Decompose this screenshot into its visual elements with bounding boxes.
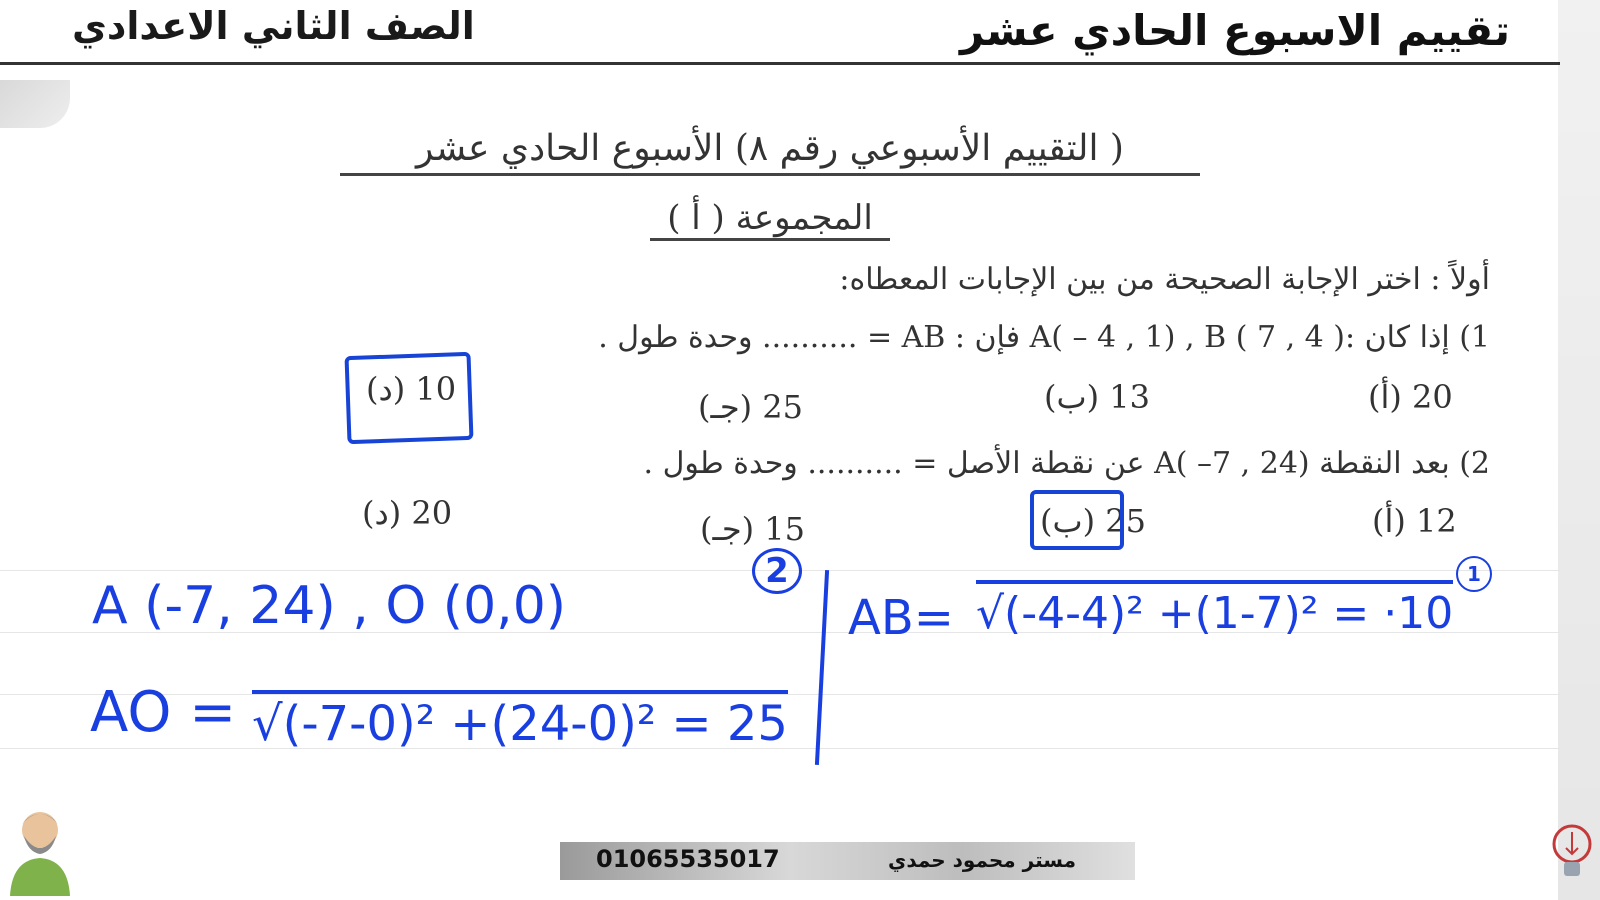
exam-title: ( التقييم الأسبوعي رقم ٨) الأسبوع الحادي عشر (340, 128, 1200, 176)
header-week-title: تقييم الاسبوع الحادي عشر (959, 6, 1510, 55)
q1-handwritten-solution: √(-4-4)² +(1-7)² = ·10 (976, 580, 1453, 639)
teacher-avatar-icon (0, 800, 80, 896)
q1-option-b: 13 (ب) (1044, 378, 1150, 416)
q2-option-c: 15 (جـ) (700, 510, 806, 548)
question-1-text: 1) إذا كان :( 4 , 7 ) A( – 4 , 1) , B فإن : AB = .......... وحدة طول . (598, 320, 1490, 355)
lightbulb-icon (1544, 818, 1600, 888)
q2-option-d: 20 (د) (362, 494, 453, 532)
q2-handwritten-points: A (-7, 24) , O (0,0) (92, 576, 567, 636)
q1-handwritten-lhs: AB= (848, 590, 954, 646)
instruction-text: أولاً : اختر الإجابة الصحيحة من بين الإجابات المعطاه: (839, 262, 1490, 297)
footer-teacher-name: مستر محمود حمدي (888, 848, 1076, 872)
header-divider (0, 62, 1560, 65)
q2-option-b: 25 (ب) (1040, 502, 1146, 540)
q2-answer-box (1030, 490, 1124, 550)
header-grade-title: الصف الثاني الاعدادي (72, 4, 475, 48)
exam-group: المجموعة ( أ ) (650, 198, 890, 241)
question-2-text: 2) بعد النقطة (24 , 7– )A عن نقطة الأصل = .......... وحدة طول . (643, 446, 1490, 481)
q1-option-a: 20 (أ) (1368, 378, 1453, 416)
q2-handwritten-lhs: AO = (90, 680, 237, 745)
q2-handwritten-solution: √(-7-0)² +(24-0)² = 25 (252, 690, 788, 752)
solution-divider (815, 570, 829, 765)
q1-number-circle: 1 (1456, 556, 1492, 592)
right-page-edge (1558, 0, 1600, 900)
q2-option-a: 12 (أ) (1372, 502, 1457, 540)
q2-number-circle: 2 (752, 548, 802, 594)
q1-option-d: 10 (د) (366, 370, 457, 408)
q1-option-c: 25 (جـ) (698, 388, 804, 426)
footer-phone: 01065535017 (596, 845, 780, 873)
scan-smudge (0, 80, 70, 128)
q1-answer-box (345, 352, 474, 444)
